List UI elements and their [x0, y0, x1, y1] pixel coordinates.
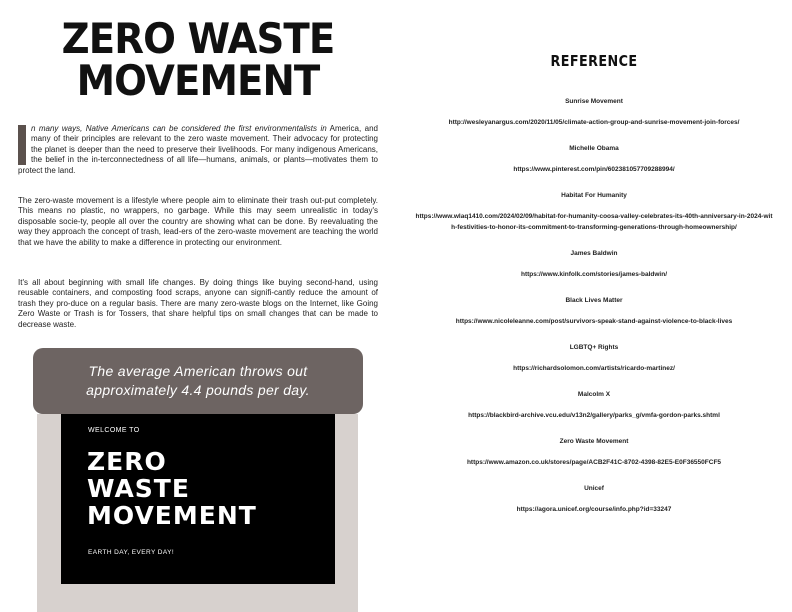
intro-paragraph — [18, 124, 378, 176]
reference-link[interactable]: https://www.pinterest.com/pin/602381057709288994/ — [513, 166, 675, 173]
poster-title-line-1: ZERO — [87, 447, 167, 476]
intro-italic-text: n many ways, Native Americans can be considered the first environmentalists in — [31, 124, 327, 133]
reference-name: Habitat For Humanity — [561, 192, 627, 199]
reference-link[interactable]: https://www.kinfolk.com/stories/james-baldwin/ — [520, 271, 668, 278]
right-page — [396, 0, 792, 612]
poster-title-line-2: WASTE — [87, 474, 190, 503]
reference-link[interactable]: https://agora.unicef.org/course/info.php?id=33247 — [516, 506, 672, 513]
title-line-2: MOVEMENT — [76, 56, 320, 105]
reference-name: Unicef — [584, 485, 604, 492]
reference-name: LGBTQ+ Rights — [569, 344, 619, 351]
reference-link[interactable]: https://www.amazon.co.uk/stores/page/ACB2F41C-8702-4398-82E5-E0F36550FCF5 — [466, 459, 722, 466]
reference-list — [414, 96, 774, 530]
page-title — [16, 14, 380, 105]
reference-name: Black Lives Matter — [565, 297, 623, 304]
reference-name: Michelle Obama — [569, 145, 619, 152]
reference-name: Zero Waste Movement — [559, 438, 629, 445]
poster-welcome: WELCOME TO — [88, 427, 140, 434]
reference-name: James Baldwin — [570, 250, 618, 257]
reference-link[interactable]: https://www.nicoleleanne.com/post/survivors-speak-stand-against-violence-to-black-lives — [455, 318, 733, 325]
poster-image — [61, 414, 335, 584]
paragraph-3: It's all about beginning with small life changes. By doing things like buying second-hand, using reusable containers, and composting food scraps, anyone can signifi-cantly reduce the amount of trash they pro-duce on a regular basis. There are many zero-waste blogs on the Internet, like Going Zero Waste or Trash is for Tossers, that share helpful tips on small changes that can be made to decrease waste. — [18, 278, 378, 329]
reference-title: REFERENCE — [550, 52, 638, 70]
title-line-1: ZERO WASTE — [61, 14, 335, 63]
reference-link[interactable]: http://wesleyanargus.com/2020/11/05/climate-action-group-and-sunrise-movement-join-forces/ — [448, 119, 740, 126]
intro-text: America, and many of their principles are relevant to the zero waste movement. Their advocacy for protecting the planet is deeper than the need to preserve their livelihoods. For many indigenous Americans, the belief in the in-terconnectedness of all life—humans, animals, or plants—motivates them to protect the land. — [18, 124, 378, 175]
reference-link[interactable]: https://www.wlaq1410.com/2024/02/09/habitat-for-humanity-coosa-valley-celebrates-its-40th-anniversary-in-2024-with-festivities-to-honor-its-commitment-to-transforming-generations-through-homeownership/ — [415, 213, 773, 231]
drop-cap-bar — [18, 125, 26, 165]
reference-name: Sunrise Movement — [565, 98, 623, 105]
poster-title-line-3: MOVEMENT — [87, 501, 257, 530]
poster-title — [87, 448, 257, 529]
poster-subtitle: EARTH DAY, EVERY DAY! — [88, 549, 175, 556]
paragraph-2: The zero-waste movement is a lifestyle where people aim to eliminate their trash out-put completely. This means no plastic, no wrappers, no garbage. While this may seem unrealistic in today's disposable socie-ty, people all over the country are showing what can be done. By reevaluating the way they approach the concept of trash, lead-ers of the zero-waste movement are teaching the world that we have the ability to make a difference in protecting our environment. — [18, 196, 378, 247]
reference-link[interactable]: https://blackbird-archive.vcu.edu/v13n2/gallery/parks_g/vmfa-gordon-parks.shtml — [468, 412, 720, 419]
reference-link[interactable]: https://richardsolomon.com/artists/ricardo-martinez/ — [513, 365, 675, 372]
reference-name: Malcolm X — [577, 391, 611, 398]
pull-quote: The average American throws out approximately 4.4 pounds per day. — [33, 348, 363, 414]
